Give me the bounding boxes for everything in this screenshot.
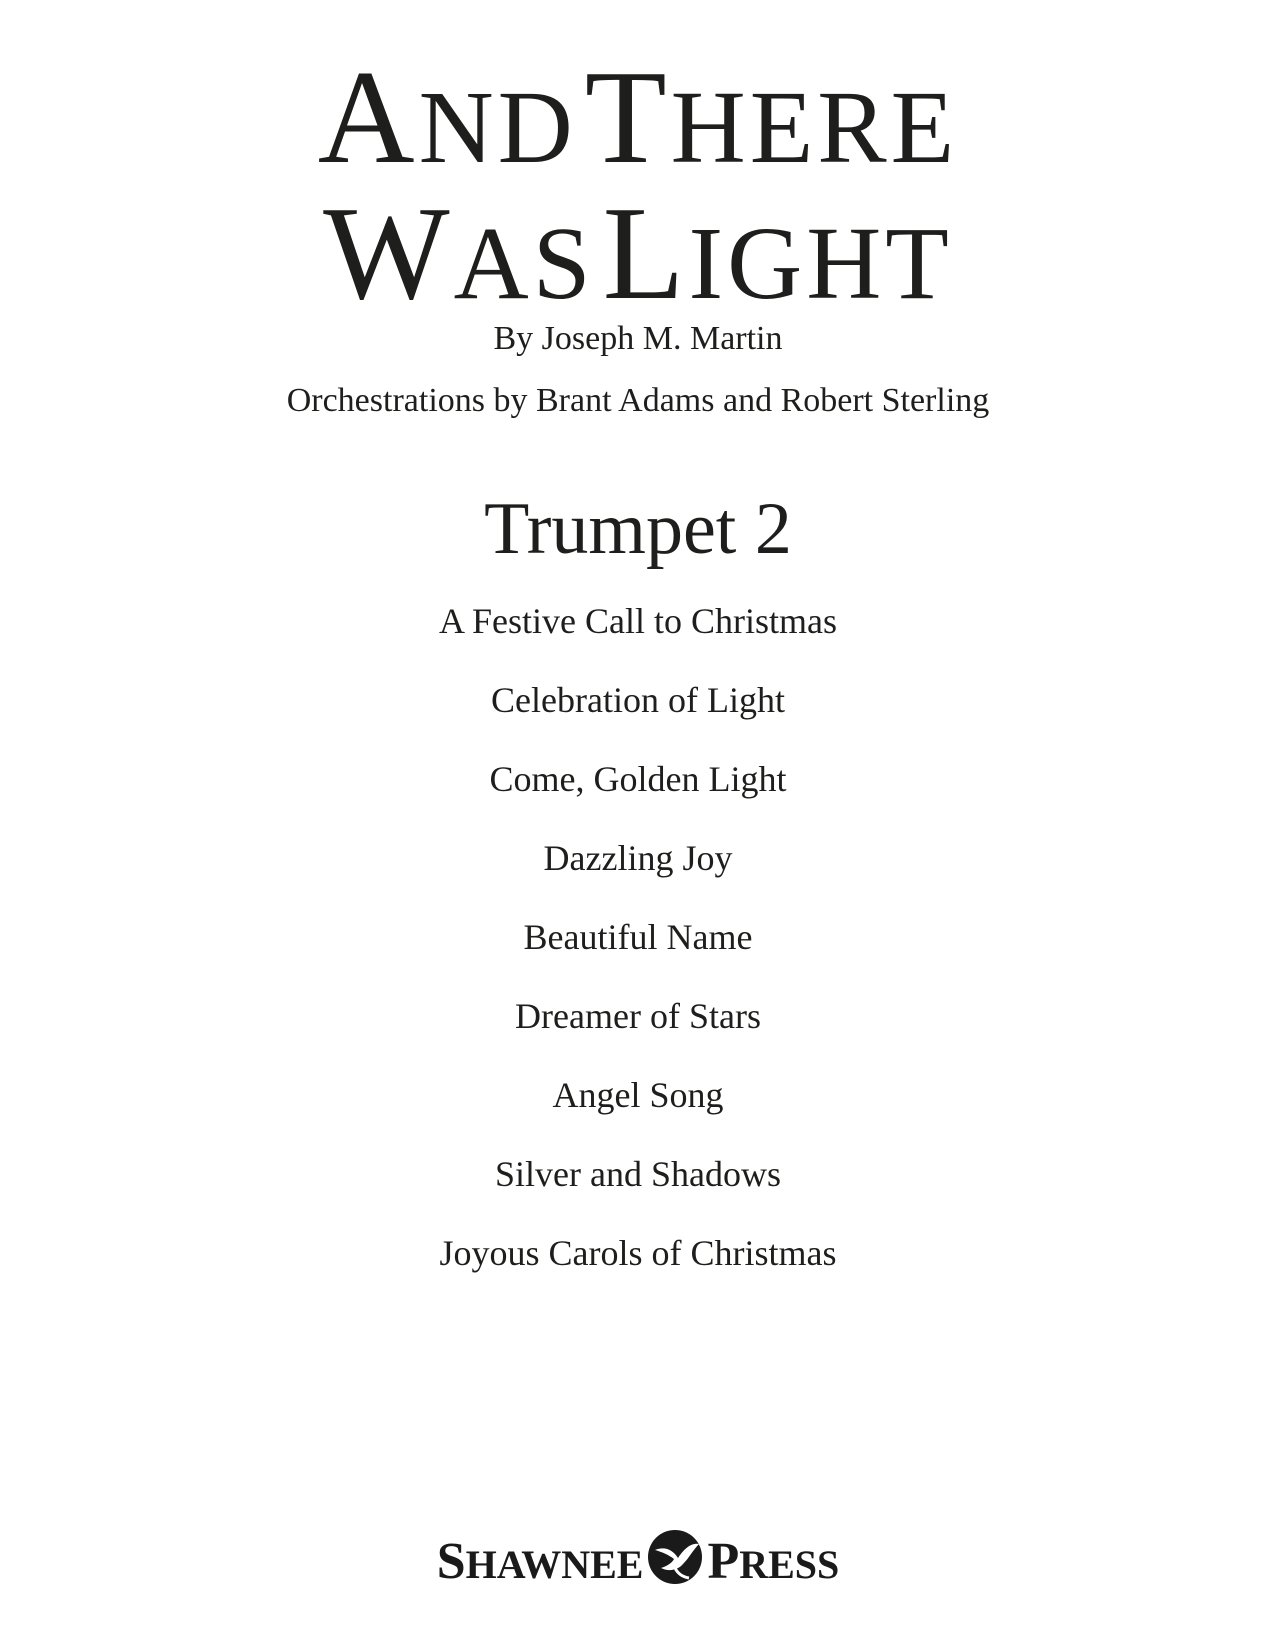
publisher-name-second: PRESS (707, 1533, 840, 1590)
instrument-part-title: Trumpet 2 (484, 488, 792, 570)
title-line-2-text: WAS LIGHT (323, 179, 953, 327)
publisher-logo (0, 1528, 1276, 1588)
contents-item: Come, Golden Light (489, 759, 787, 799)
title-line-1 (0, 43, 1276, 191)
publisher-name-first: SHAWNEE (436, 1533, 644, 1590)
composer-credit: By Joseph M. Martin (493, 320, 783, 357)
contents-item: Dazzling Joy (543, 838, 733, 878)
dove-emblem-icon (645, 1528, 705, 1586)
contents-item: Silver and Shadows (495, 1154, 781, 1194)
title-line-2 (0, 179, 1276, 327)
contents-list (0, 603, 1276, 1314)
contents-item: Angel Song (552, 1075, 724, 1115)
contents-item: Celebration of Light (491, 680, 785, 720)
contents-item: Dreamer of Stars (515, 996, 761, 1036)
contents-item: Beautiful Name (523, 917, 753, 957)
orchestration-credit: Orchestrations by Brant Adams and Robert Sterling (286, 382, 990, 419)
contents-item: Joyous Carols of Christmas (439, 1233, 837, 1273)
title-line-1-text: AND THERE (317, 43, 959, 191)
contents-item: A Festive Call to Christmas (438, 601, 837, 641)
